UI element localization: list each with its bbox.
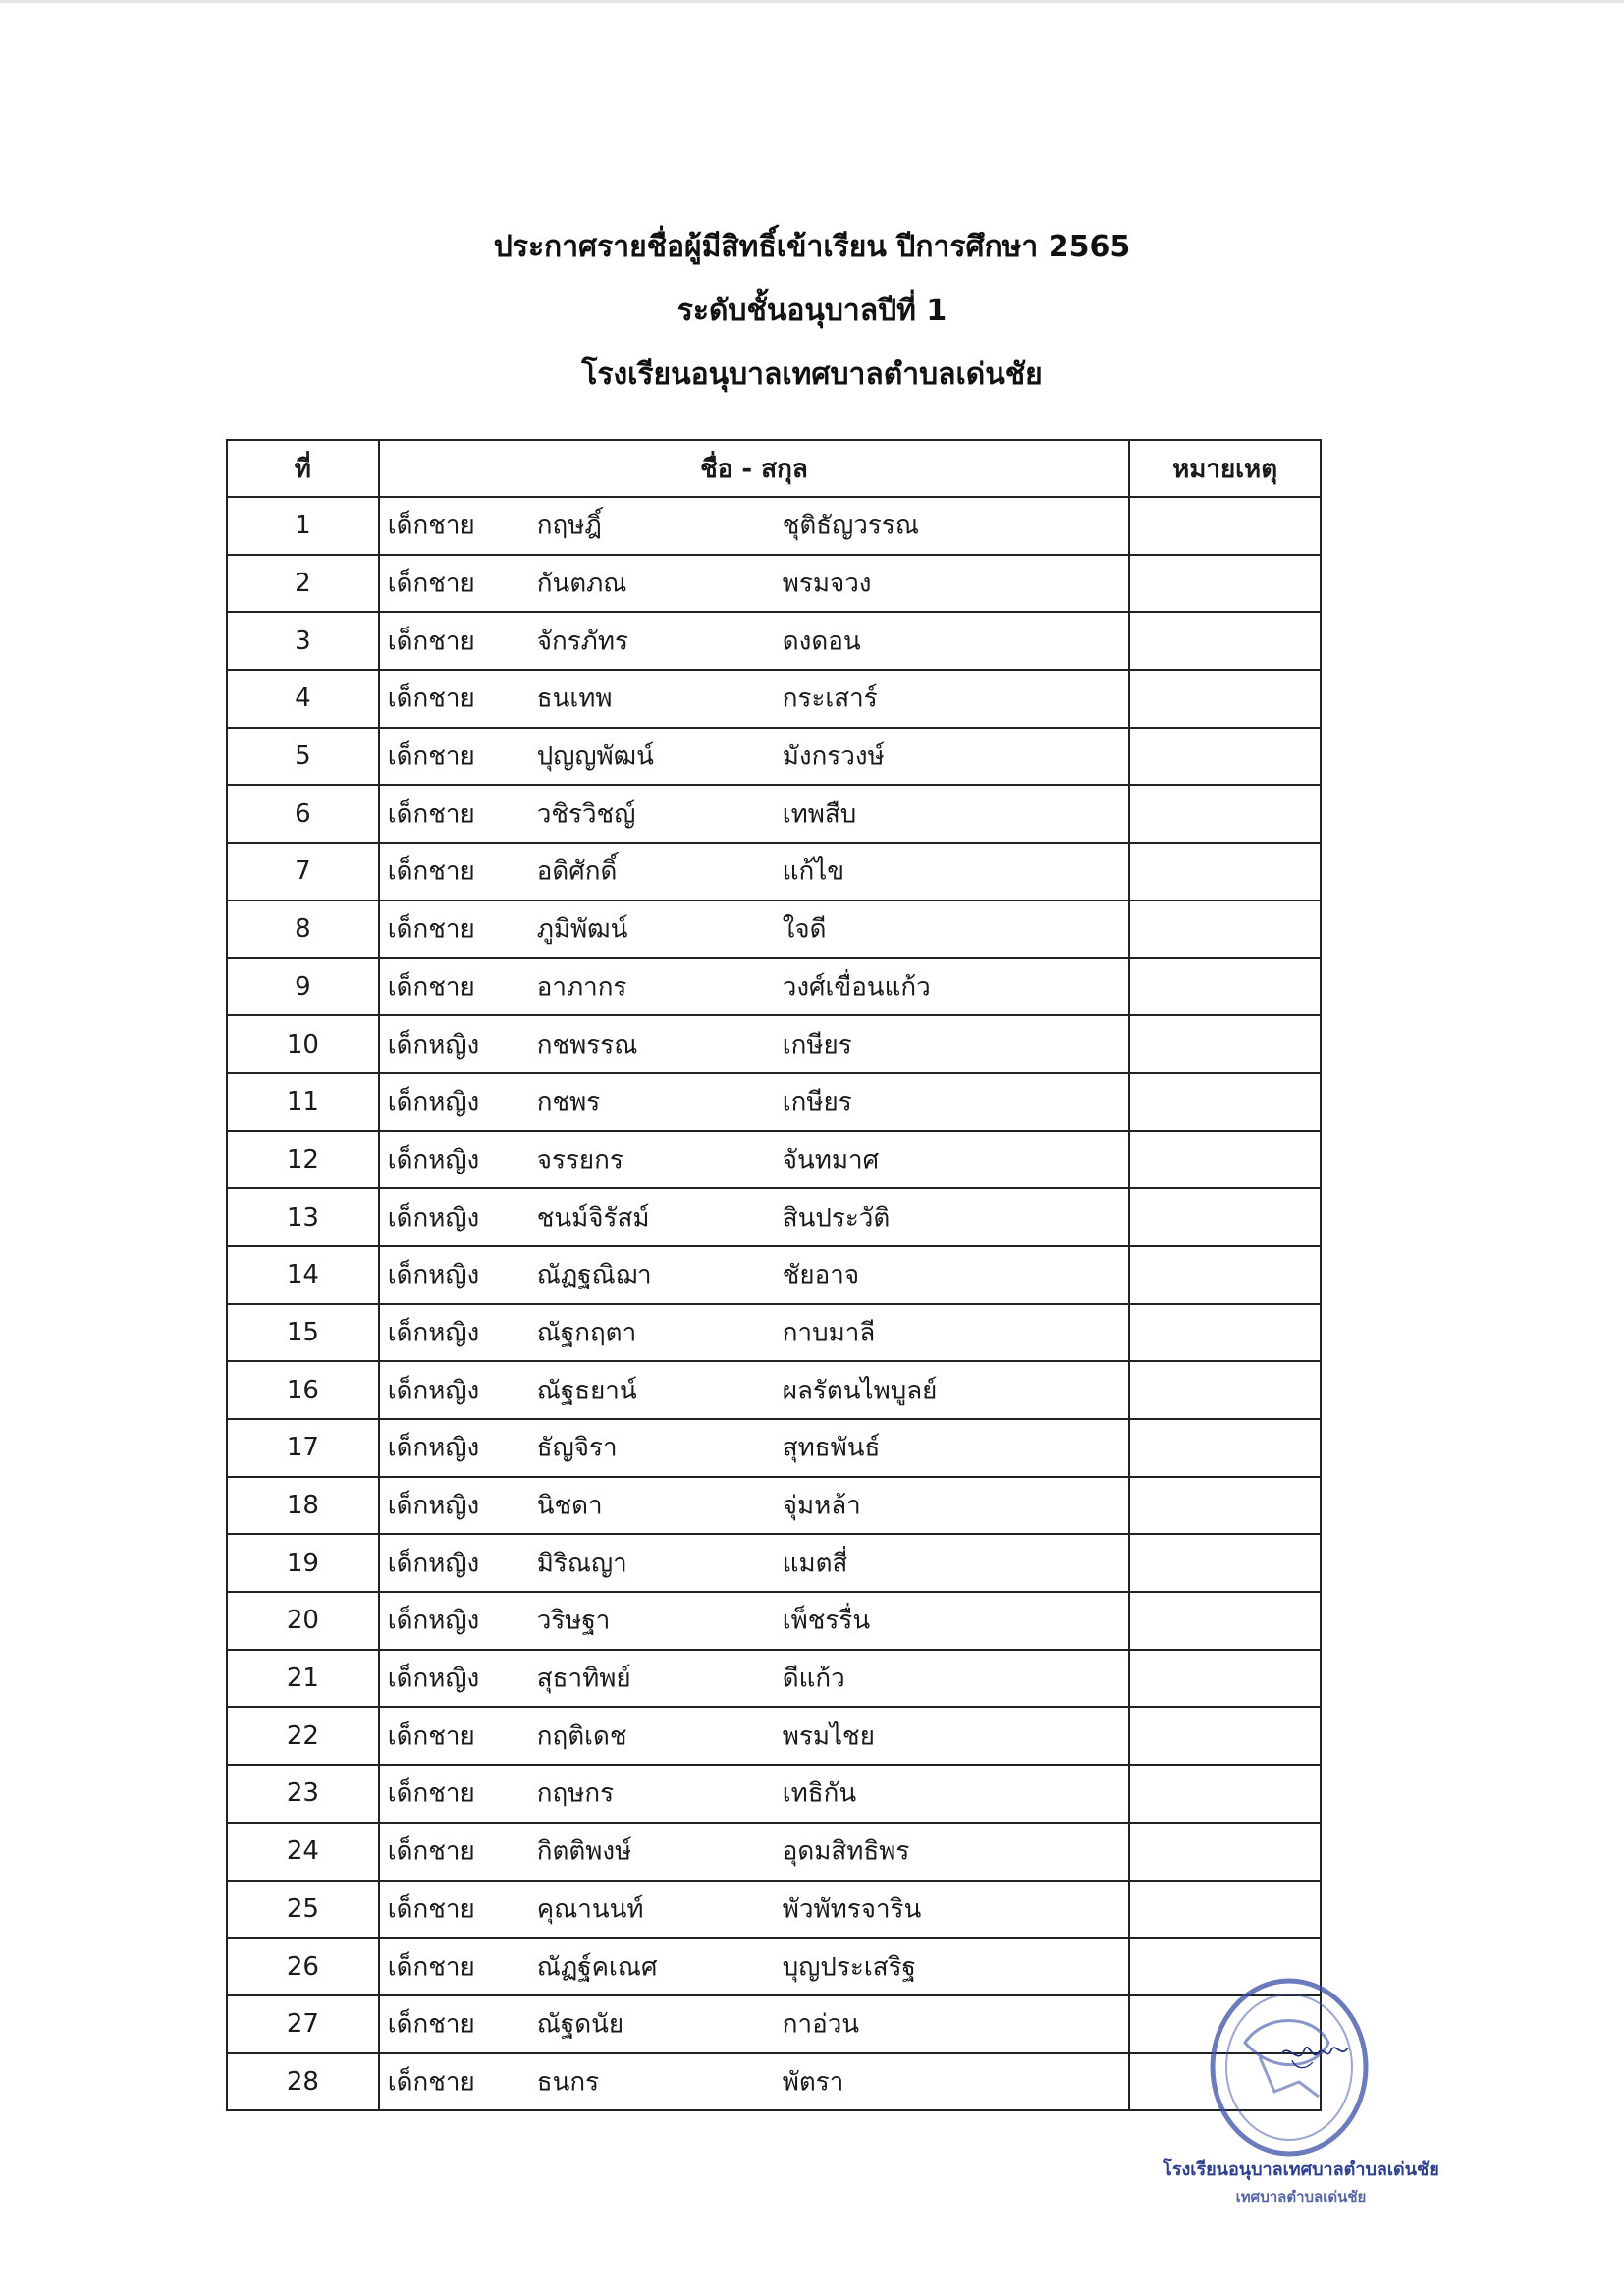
first-name: ณัฐดนัย [536,2009,624,2040]
student-name-cell [379,1304,1129,1362]
table-row [227,785,1321,843]
last-name: ชุติธัญวรรณ [782,511,919,541]
remark-cell [1129,497,1321,555]
name-prefix: เด็กหญิง [387,1030,480,1061]
student-name-cell [379,1419,1129,1477]
row-number: 28 [227,2053,379,2111]
remark-cell [1129,1477,1321,1535]
announcement-title: ประกาศรายชื่อผู้มีสิทธิ์เข้าเรียน ปีการศึกษา 2565 [493,230,1131,264]
remark-cell [1129,612,1321,670]
row-number: 27 [227,1995,379,2053]
table-row [227,1246,1321,1304]
student-name-cell [379,1592,1129,1650]
student-name-cell [379,497,1129,555]
table-row [227,670,1321,728]
name-prefix: เด็กชาย [387,856,475,887]
signature-mark [1232,2038,1399,2116]
last-name: กาบมาลี [782,1318,876,1348]
name-prefix: เด็กชาย [387,1721,475,1752]
table-row [227,901,1321,958]
last-name: สุทธพันธ์ [782,1433,881,1463]
first-name: ธัญจิรา [536,1433,618,1463]
remark-cell [1129,901,1321,958]
last-name: ผลรัตนไพบูลย์ [782,1376,938,1406]
last-name: อุดมสิทธิพร [782,1836,910,1867]
remark-cell [1129,958,1321,1016]
student-name-cell [379,785,1129,843]
first-name: สุธาทิพย์ [536,1664,631,1694]
name-prefix: เด็กชาย [387,683,475,714]
column-header-note: หมายเหตุ [1129,440,1321,497]
class-level-title: ระดับชั้นอนุบาลปีที่ 1 [677,294,947,328]
student-name-cell [379,1015,1129,1073]
remark-cell [1129,1188,1321,1246]
row-number: 22 [227,1707,379,1765]
table-row [227,2053,1321,2111]
first-name: ธนเทพ [536,683,613,714]
table-row [227,1304,1321,1362]
student-name-cell [379,1131,1129,1189]
table-row [227,497,1321,555]
last-name: เพ็ชรรื่น [782,1606,871,1636]
last-name: เกษียร [782,1087,852,1118]
first-name: คุณานนท์ [536,1894,644,1925]
row-number: 20 [227,1592,379,1650]
last-name: พรมไชย [782,1721,875,1752]
name-prefix: เด็กชาย [387,1952,475,1983]
row-number: 14 [227,1246,379,1304]
name-prefix: เด็กหญิง [387,1260,480,1290]
last-name: เทธิกัน [782,1778,857,1809]
name-prefix: เด็กชาย [387,741,475,772]
first-name: ณัฐกฤตา [536,1318,637,1348]
first-name: กชพรรณ [536,1030,638,1061]
row-number: 17 [227,1419,379,1477]
school-name-title: โรงเรียนอนุบาลเทศบาลตำบลเด่นชัย [581,357,1043,392]
first-name: อาภากร [536,972,627,1003]
remark-cell [1129,1304,1321,1362]
first-name: กฤษกร [536,1778,615,1809]
table-row [227,1188,1321,1246]
first-name: วชิรวิชญ์ [536,799,636,830]
last-name: แก้ไข [782,856,845,887]
name-prefix: เด็กชาย [387,799,475,830]
first-name: ณัฏฐ์คเณศ [536,1952,658,1983]
student-name-cell [379,1995,1129,2053]
remark-cell [1129,1881,1321,1939]
student-name-cell [379,1188,1129,1246]
row-number: 9 [227,958,379,1016]
row-number: 5 [227,728,379,786]
row-number: 3 [227,612,379,670]
student-name-cell [379,843,1129,901]
first-name: กฤติเดช [536,1721,627,1752]
table-row [227,1592,1321,1650]
student-name-cell [379,901,1129,958]
last-name: พัตรา [782,2067,844,2098]
row-number: 26 [227,1938,379,1995]
name-prefix: เด็กหญิง [387,1203,480,1233]
remark-cell [1129,555,1321,613]
first-name: กันตภณ [536,569,627,599]
student-name-cell [379,1650,1129,1708]
last-name: มังกรวงษ์ [782,741,885,772]
name-prefix: เด็กหญิง [387,1318,480,1348]
student-name-cell [379,728,1129,786]
first-name: นิชดา [536,1491,603,1521]
row-number: 23 [227,1765,379,1823]
name-prefix: เด็กหญิง [387,1433,480,1463]
last-name: ใจดี [782,914,827,945]
student-name-cell [379,670,1129,728]
student-name-cell [379,1246,1129,1304]
student-roster-table [226,439,1322,2111]
name-prefix: เด็กหญิง [387,1664,480,1694]
row-number: 6 [227,785,379,843]
table-row [227,1131,1321,1189]
student-name-cell [379,1881,1129,1939]
last-name: จันทมาศ [782,1145,880,1175]
last-name: เกษียร [782,1030,852,1061]
first-name: ภูมิพัฒน์ [536,914,628,945]
table-row [227,1477,1321,1535]
remark-cell [1129,1246,1321,1304]
name-prefix: เด็กชาย [387,2067,475,2098]
name-prefix: เด็กชาย [387,914,475,945]
row-number: 16 [227,1361,379,1419]
scan-top-edge [0,0,1624,3]
table-row [227,612,1321,670]
last-name: บุญประเสริฐ [782,1952,916,1983]
name-prefix: เด็กหญิง [387,1376,480,1406]
row-number: 7 [227,843,379,901]
name-prefix: เด็กชาย [387,1778,475,1809]
student-name-cell [379,958,1129,1016]
name-prefix: เด็กชาย [387,627,475,657]
table-row [227,1938,1321,1995]
student-name-cell [379,555,1129,613]
row-number: 8 [227,901,379,958]
remark-cell [1129,670,1321,728]
first-name: อดิศักดิ์ [536,856,618,887]
name-prefix: เด็กหญิง [387,1549,480,1579]
remark-cell [1129,1823,1321,1881]
first-name: จรรยกร [536,1145,623,1175]
remark-cell [1129,843,1321,901]
remark-cell [1129,1707,1321,1765]
first-name: ณัฐธยาน์ [536,1376,637,1406]
remark-cell [1129,1419,1321,1477]
remark-cell [1129,1073,1321,1131]
stamp-caption-school: โรงเรียนอนุบาลเทศบาลตำบลเด่นชัย [1163,2159,1439,2180]
table-row [227,1073,1321,1131]
last-name: พัวพัทรจาริน [782,1894,922,1925]
table-row [227,555,1321,613]
column-header-number: ที่ [227,440,379,497]
name-prefix: เด็กชาย [387,972,475,1003]
row-number: 10 [227,1015,379,1073]
table-row [227,1765,1321,1823]
student-name-cell [379,1534,1129,1592]
name-prefix: เด็กชาย [387,511,475,541]
table-row [227,1707,1321,1765]
table-body [227,497,1321,2110]
first-name: ชนม์จิรัสม์ [536,1203,650,1233]
remark-cell [1129,1131,1321,1189]
last-name: พรมจวง [782,569,872,599]
name-prefix: เด็กชาย [387,1836,475,1867]
remark-cell [1129,1650,1321,1708]
name-prefix: เด็กหญิง [387,1491,480,1521]
row-number: 4 [227,670,379,728]
remark-cell [1129,1534,1321,1592]
row-number: 12 [227,1131,379,1189]
first-name: ปุญญพัฒน์ [536,741,654,772]
last-name: จุ่มหล้า [782,1491,861,1521]
table-row [227,1534,1321,1592]
last-name: เทพสืบ [782,799,857,830]
name-prefix: เด็กหญิง [387,1087,480,1118]
last-name: สินประวัติ [782,1203,891,1233]
row-number: 21 [227,1650,379,1708]
name-prefix: เด็กชาย [387,2009,475,2040]
name-prefix: เด็กหญิง [387,1145,480,1175]
row-number: 2 [227,555,379,613]
last-name: ดงดอน [782,627,861,657]
remark-cell [1129,785,1321,843]
student-name-cell [379,1707,1129,1765]
remark-cell [1129,1765,1321,1823]
table-row [227,728,1321,786]
name-prefix: เด็กชาย [387,1894,475,1925]
last-name: วงศ์เขื่อนแก้ว [782,972,931,1003]
name-prefix: เด็กหญิง [387,1606,480,1636]
row-number: 13 [227,1188,379,1246]
table-row [227,1823,1321,1881]
remark-cell [1129,1592,1321,1650]
first-name: จักรภัทร [536,627,628,657]
student-name-cell [379,612,1129,670]
student-name-cell [379,1765,1129,1823]
last-name: ดีแก้ว [782,1664,845,1694]
row-number: 1 [227,497,379,555]
first-name: ณัฏฐณิฌา [536,1260,652,1290]
student-name-cell [379,1823,1129,1881]
student-name-cell [379,1361,1129,1419]
row-number: 19 [227,1534,379,1592]
table-row [227,1995,1321,2053]
table-row [227,1881,1321,1939]
table-row [227,958,1321,1016]
student-name-cell [379,1073,1129,1131]
student-name-cell [379,1938,1129,1995]
first-name: กฤษฎิ์ [536,511,602,541]
student-name-cell [379,1477,1129,1535]
remark-cell [1129,1015,1321,1073]
last-name: กระเสาร์ [782,683,878,714]
row-number: 11 [227,1073,379,1131]
first-name: กิตติพงษ์ [536,1836,632,1867]
table-row [227,1015,1321,1073]
first-name: วริษฐา [536,1606,611,1636]
table-row [227,1650,1321,1708]
last-name: แมตสี่ [782,1549,848,1579]
stamp-caption-municipality: เทศบาลตำบลเด่นชัย [1235,2188,1367,2206]
name-prefix: เด็กชาย [387,569,475,599]
table-row [227,1419,1321,1477]
first-name: กชพร [536,1087,601,1118]
table-row [227,1361,1321,1419]
row-number: 25 [227,1881,379,1939]
row-number: 24 [227,1823,379,1881]
remark-cell [1129,1361,1321,1419]
remark-cell [1129,728,1321,786]
first-name: มิริณญา [536,1549,627,1579]
table-row [227,843,1321,901]
row-number: 15 [227,1304,379,1362]
column-header-name: ชื่อ - สกุล [379,440,1129,497]
last-name: ชัยอาจ [782,1260,860,1290]
row-number: 18 [227,1477,379,1535]
last-name: กาอ่วน [782,2009,860,2040]
first-name: ธนกร [536,2067,600,2098]
student-name-cell [379,2053,1129,2111]
table-header-row [227,440,1321,497]
